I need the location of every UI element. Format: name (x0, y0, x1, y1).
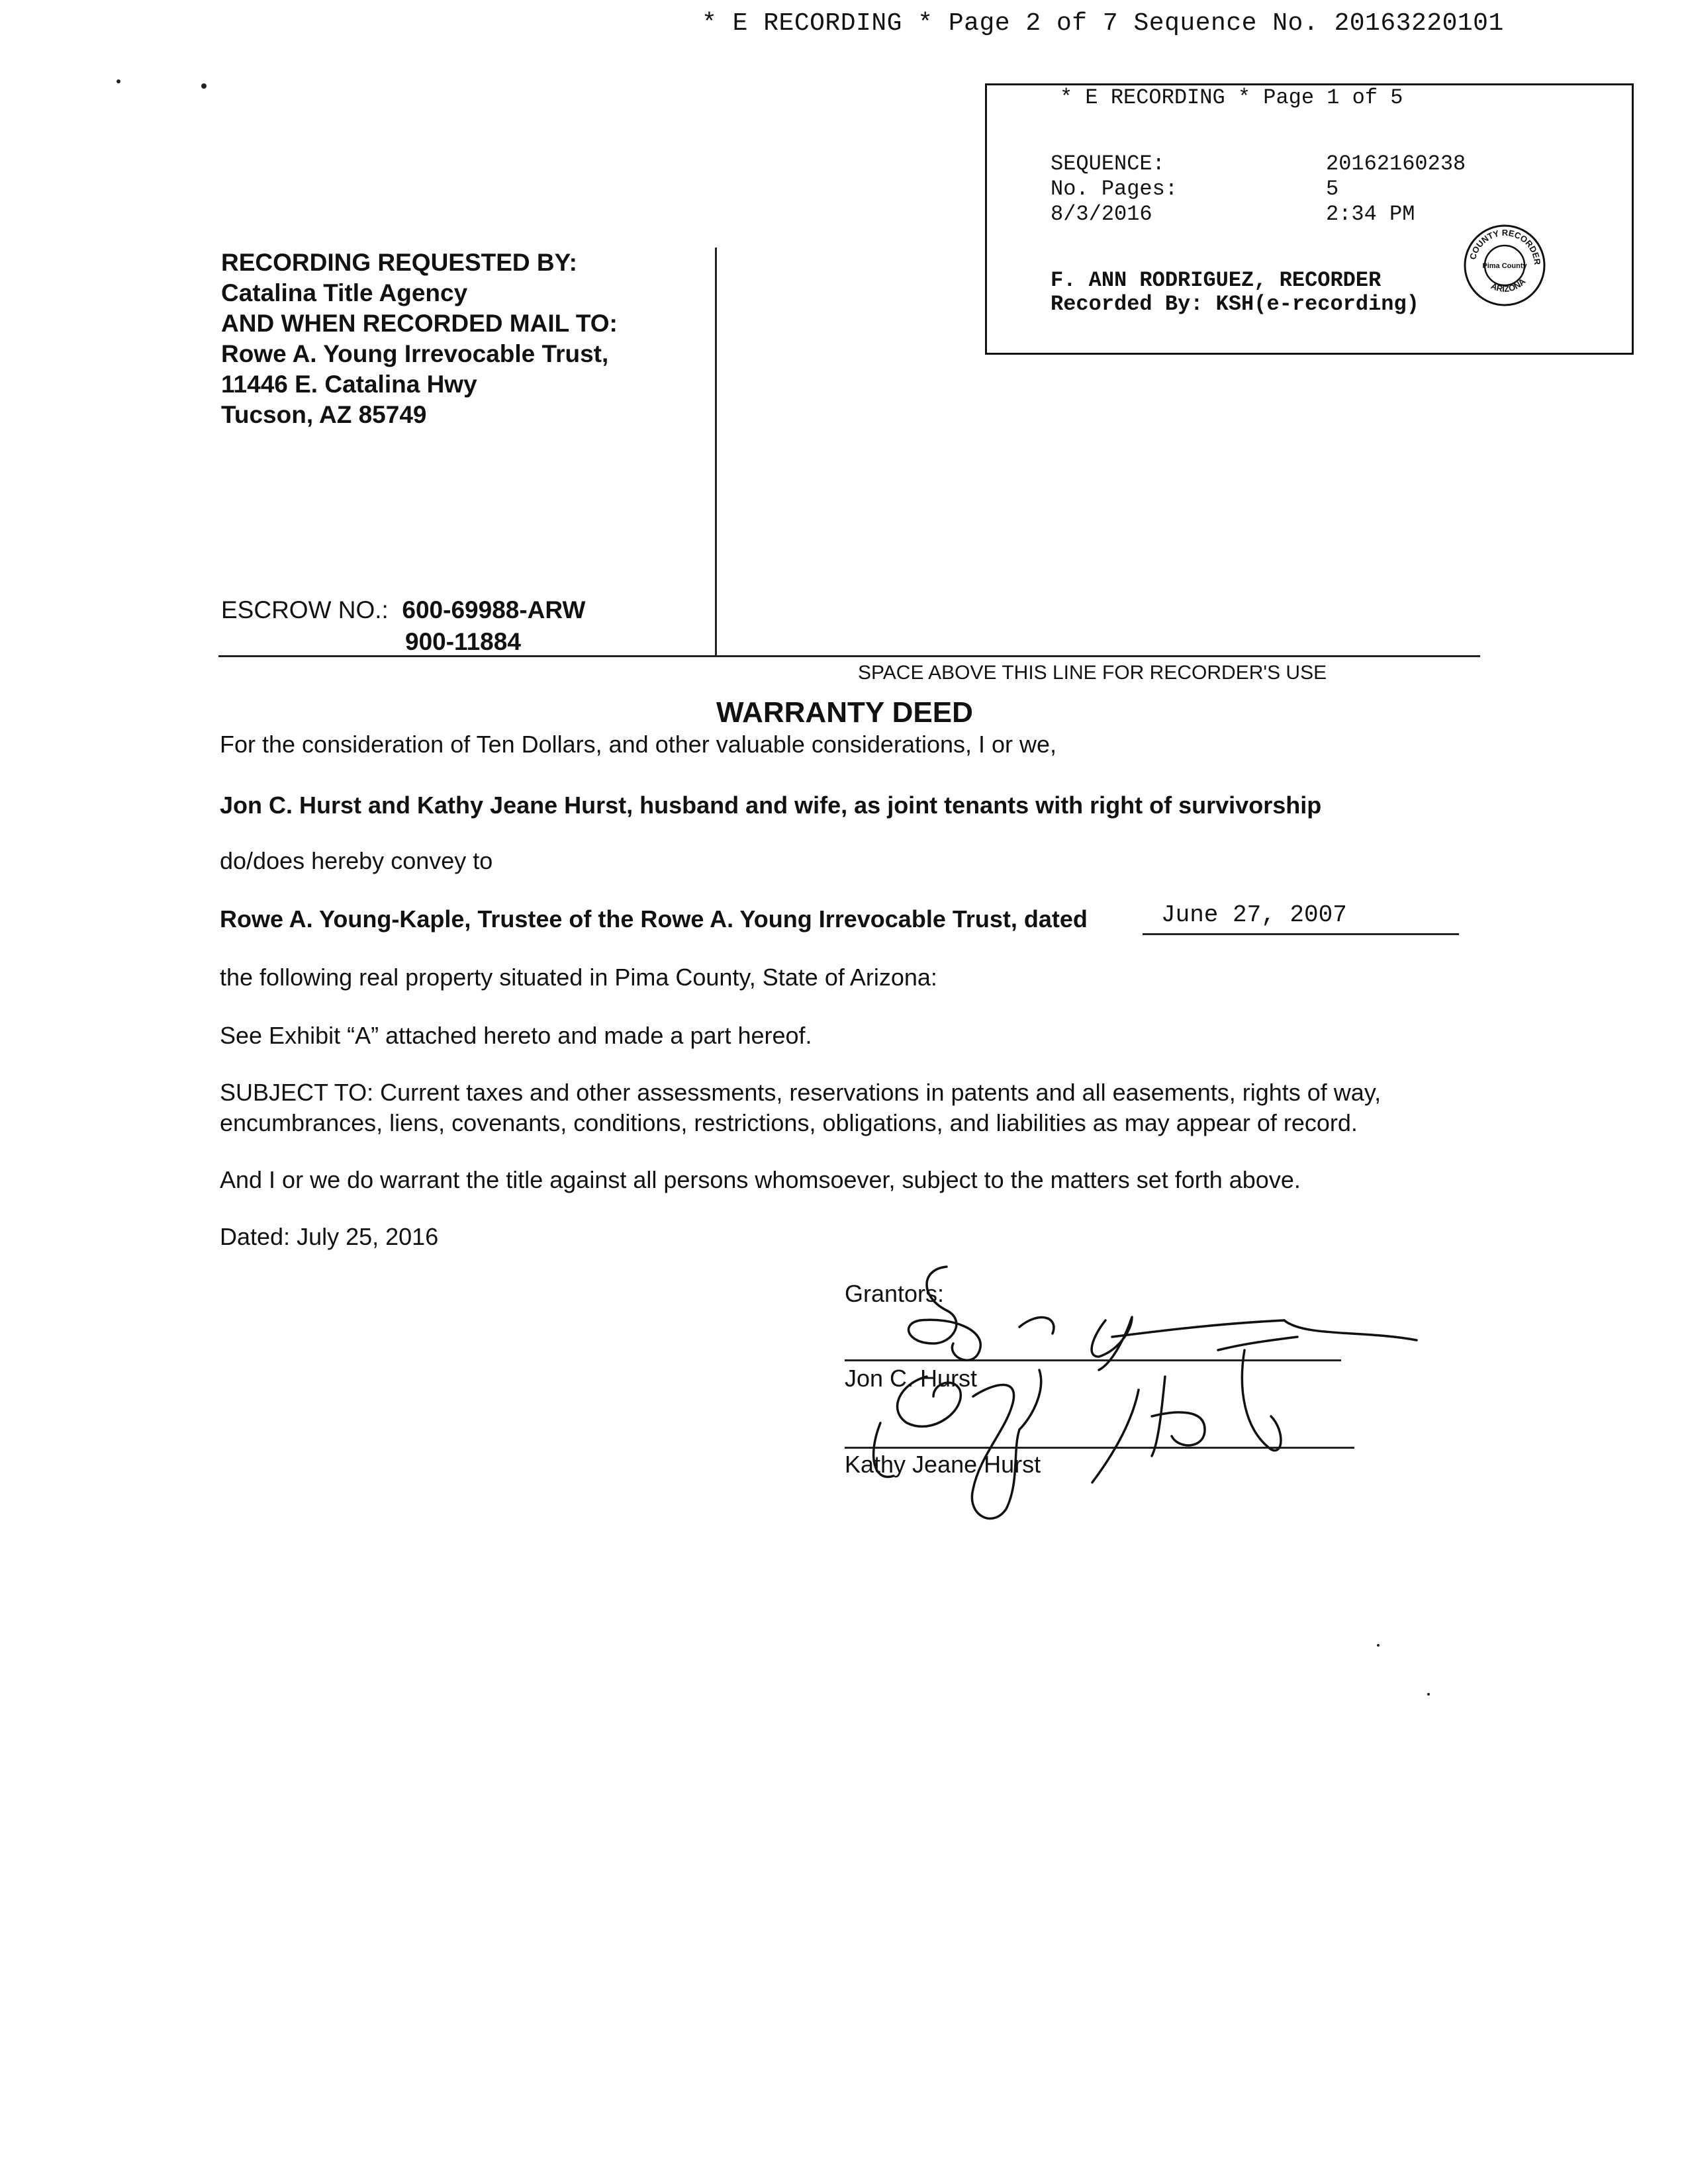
escrow-label: ESCROW NO.: (221, 596, 389, 623)
recorder-name: F. ANN RODRIGUEZ, RECORDER (1051, 268, 1382, 293)
scan-speck (1427, 1693, 1430, 1696)
subject-to-line-2: encumbrances, liens, covenants, conditions, restrictions, obligations, and liabilities as may appear of record. (220, 1109, 1358, 1136)
consideration-text: For the consideration of Ten Dollars, and other valuable considerations, I or we, (220, 731, 1057, 758)
grantee-date: June 27, 2007 (1161, 901, 1347, 929)
exhibit-text: See Exhibit “A” attached hereto and made a part hereof. (220, 1022, 812, 1049)
mail-to-street: 11446 E. Catalina Hwy (221, 371, 477, 398)
pages-value: 5 (1326, 177, 1339, 201)
escrow-number-secondary: 900-11884 (405, 628, 521, 655)
escrow-number-primary: 600-69988-ARW (402, 596, 586, 623)
grantors-label: Grantors: (845, 1280, 945, 1307)
recorder-stamp-box (985, 83, 1634, 355)
signer-1-name: Jon C. Hurst (845, 1365, 978, 1392)
grantee-date-field (1143, 903, 1459, 935)
vertical-divider (715, 248, 717, 657)
mail-to-heading: AND WHEN RECORDED MAIL TO: (221, 310, 618, 337)
recorder-use-note: SPACE ABOVE THIS LINE FOR RECORDER'S USE (858, 662, 1327, 684)
scan-speck (1377, 1644, 1380, 1647)
recorded-date: 8/3/2016 (1051, 202, 1152, 226)
recorded-time: 2:34 PM (1326, 202, 1415, 226)
requested-by-heading: RECORDING REQUESTED BY: (221, 249, 577, 276)
sequence-value: 20162160238 (1326, 152, 1466, 176)
recorder-heading: * E RECORDING * Page 1 of 5 (1060, 85, 1403, 110)
seal-center-text: Pima County (1482, 262, 1527, 270)
grantee-text: Rowe A. Young-Kaple, Trustee of the Rowe A. Young Irrevocable Trust, dated (220, 905, 1088, 933)
sequence-label: SEQUENCE: (1051, 152, 1165, 176)
convey-text: do/does hereby convey to (220, 847, 493, 874)
county-seal-icon (1463, 224, 1546, 307)
pages-label: No. Pages: (1051, 177, 1178, 201)
dated-text: Dated: July 25, 2016 (220, 1223, 439, 1250)
grantors-text: Jon C. Hurst and Kathy Jeane Hurst, husband and wife, as joint tenants with right of survivorship (220, 792, 1322, 819)
document-title: WARRANTY DEED (716, 696, 973, 729)
subject-to-line-1: SUBJECT TO: Current taxes and other assessments, reservations in patents and all easements, rights of way, (220, 1079, 1382, 1106)
mail-to-name: Rowe A. Young Irrevocable Trust, (221, 340, 609, 367)
recorded-by: Recorded By: KSH(e-recording) (1051, 292, 1419, 316)
seal-bottom-text: ARIZONA (1489, 276, 1528, 295)
scan-speck (117, 79, 120, 83)
seal-top-text: COUNTY RECORDER (1467, 227, 1543, 265)
handwritten-signature (821, 1257, 1470, 1562)
scan-speck (201, 83, 207, 89)
property-text: the following real property situated in Pima County, State of Arizona: (220, 964, 937, 991)
recording-requested-block (221, 248, 618, 430)
warrant-text: And I or we do warrant the title against all persons whomsoever, subject to the matters set forth above. (220, 1166, 1301, 1193)
signer-2-name: Kathy Jeane Hurst (845, 1451, 1041, 1478)
escrow-block (221, 594, 585, 658)
recorder-use-rule (218, 655, 1480, 657)
requested-by-agency: Catalina Title Agency (221, 279, 468, 306)
mail-to-city: Tucson, AZ 85749 (221, 401, 427, 428)
e-recording-banner: * E RECORDING * Page 2 of 7 Sequence No. 20163220101 (702, 9, 1504, 38)
signature-area (821, 1257, 1470, 1562)
